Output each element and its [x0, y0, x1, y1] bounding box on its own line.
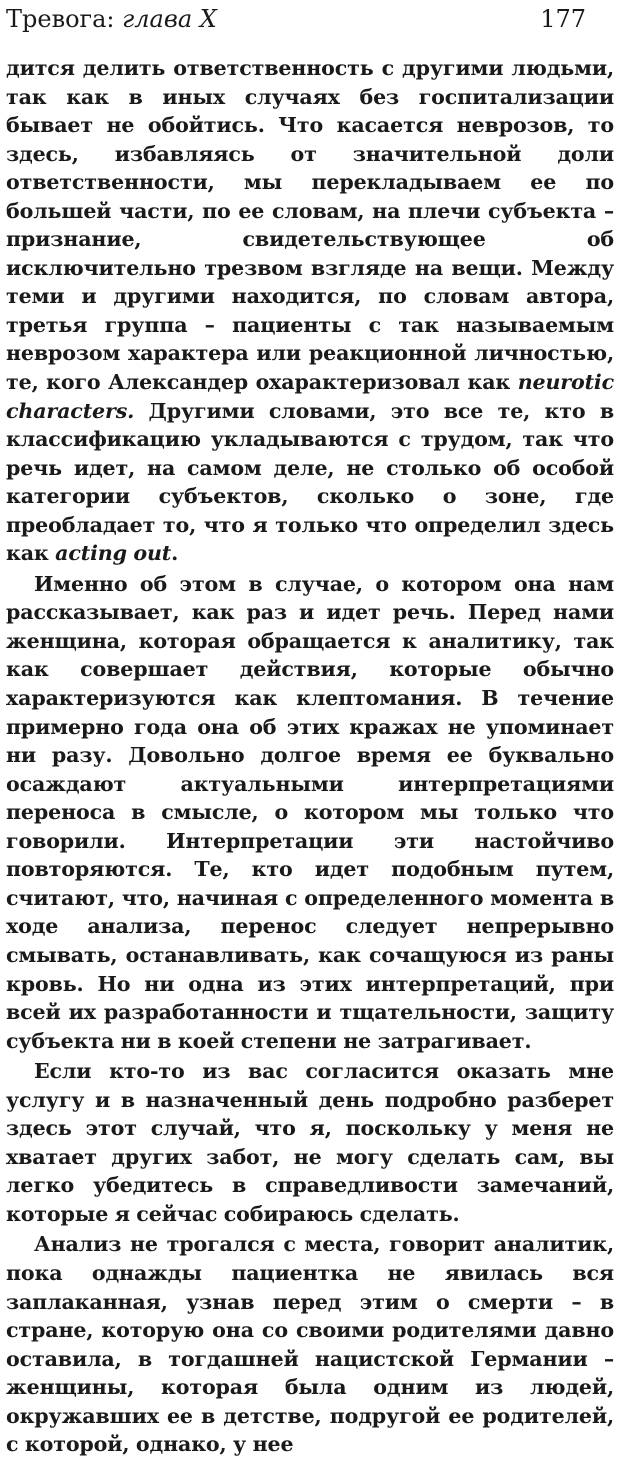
paragraph-1-part-2: Другими словами, это все те, кто в классификацию укладываются с трудом, так что речь идет, на самом деле, не столько об особой категории субъектов, сколько о зоне, где преобладает то, что я только что определил здесь как — [6, 398, 614, 566]
paragraph-4: Анализ не трогался с места, говорит аналитик, пока однажды пациентка не явилась вся заплаканная, узнав перед этим о смерти – в стране, которую она со своими родителями давно оставила, в тогдашней нацистской Германии – женщины, которая была одним из людей, окружавших ее в детстве, подругой ее родителей, с которой, однако, у нее — [6, 1232, 614, 1457]
paragraph-1-part-1: дится делить ответственность с другими людьми, так как в иных случаях без госпитализации бывает не обойтись. Что касается неврозов, то здесь, избавляясь от значительной доли ответственности, мы перекладываем ее по большей части, по ее словам, на плечи субъекта – признание, свидетельствующее об исключительно трезвом взгляде на вещи. Между теми и другими находится, по словам автора, третья группа – пациенты с так называемым неврозом характера или реакционной личностью, те, кого Александер охарактеризовал как — [6, 56, 614, 395]
page-number: 177 — [540, 5, 586, 33]
running-head — [6, 2, 217, 36]
paragraph-2: Именно об этом в случае, о котором она нам рассказывает, как раз и идет речь. Перед нами женщина, которая обращается к аналитику, так как совершает действия, которые обычно характеризуются как клептомания. В течение примерно года она об этих кражах не упоминает ни разу. Довольно долгое время ее буквально осаждают актуальными интерпретациями переноса в смысле, о котором мы только что говорили. Интерпретации эти настойчиво повторяются. Те, кто идет подобным путем, считают, что, начиная с определенного момента в ходе анализа, перенос следует непрерывно смывать, останавливать, как сочащуюся из раны кровь. Но ни одна из этих интерпретаций, при всей их разработанности и тщательности, защиту субъекта ни в коей степени не затрагивает. — [6, 571, 614, 1053]
paragraph-1-italic-2: acting out — [55, 541, 172, 566]
body-text — [6, 54, 614, 1459]
paragraph-1-part-3: . — [171, 541, 179, 566]
page-header — [6, 2, 586, 38]
paragraph-1 — [6, 54, 614, 568]
paragraph-3: Если кто-то из вас согласится оказать мне услугу и в назначенный день подробно разберет здесь этот случай, что я, поскольку у меня не хватает других забот, не могу сделать сам, вы легко убедитесь в справедливости замечаний, которые я сейчас собираюсь сделать. — [6, 1059, 614, 1226]
paragraph-1-italic-1: neurotic characters. — [6, 370, 614, 423]
running-head-prefix: Тревога: — [6, 5, 123, 33]
running-head-chapter: глава X — [122, 5, 217, 33]
